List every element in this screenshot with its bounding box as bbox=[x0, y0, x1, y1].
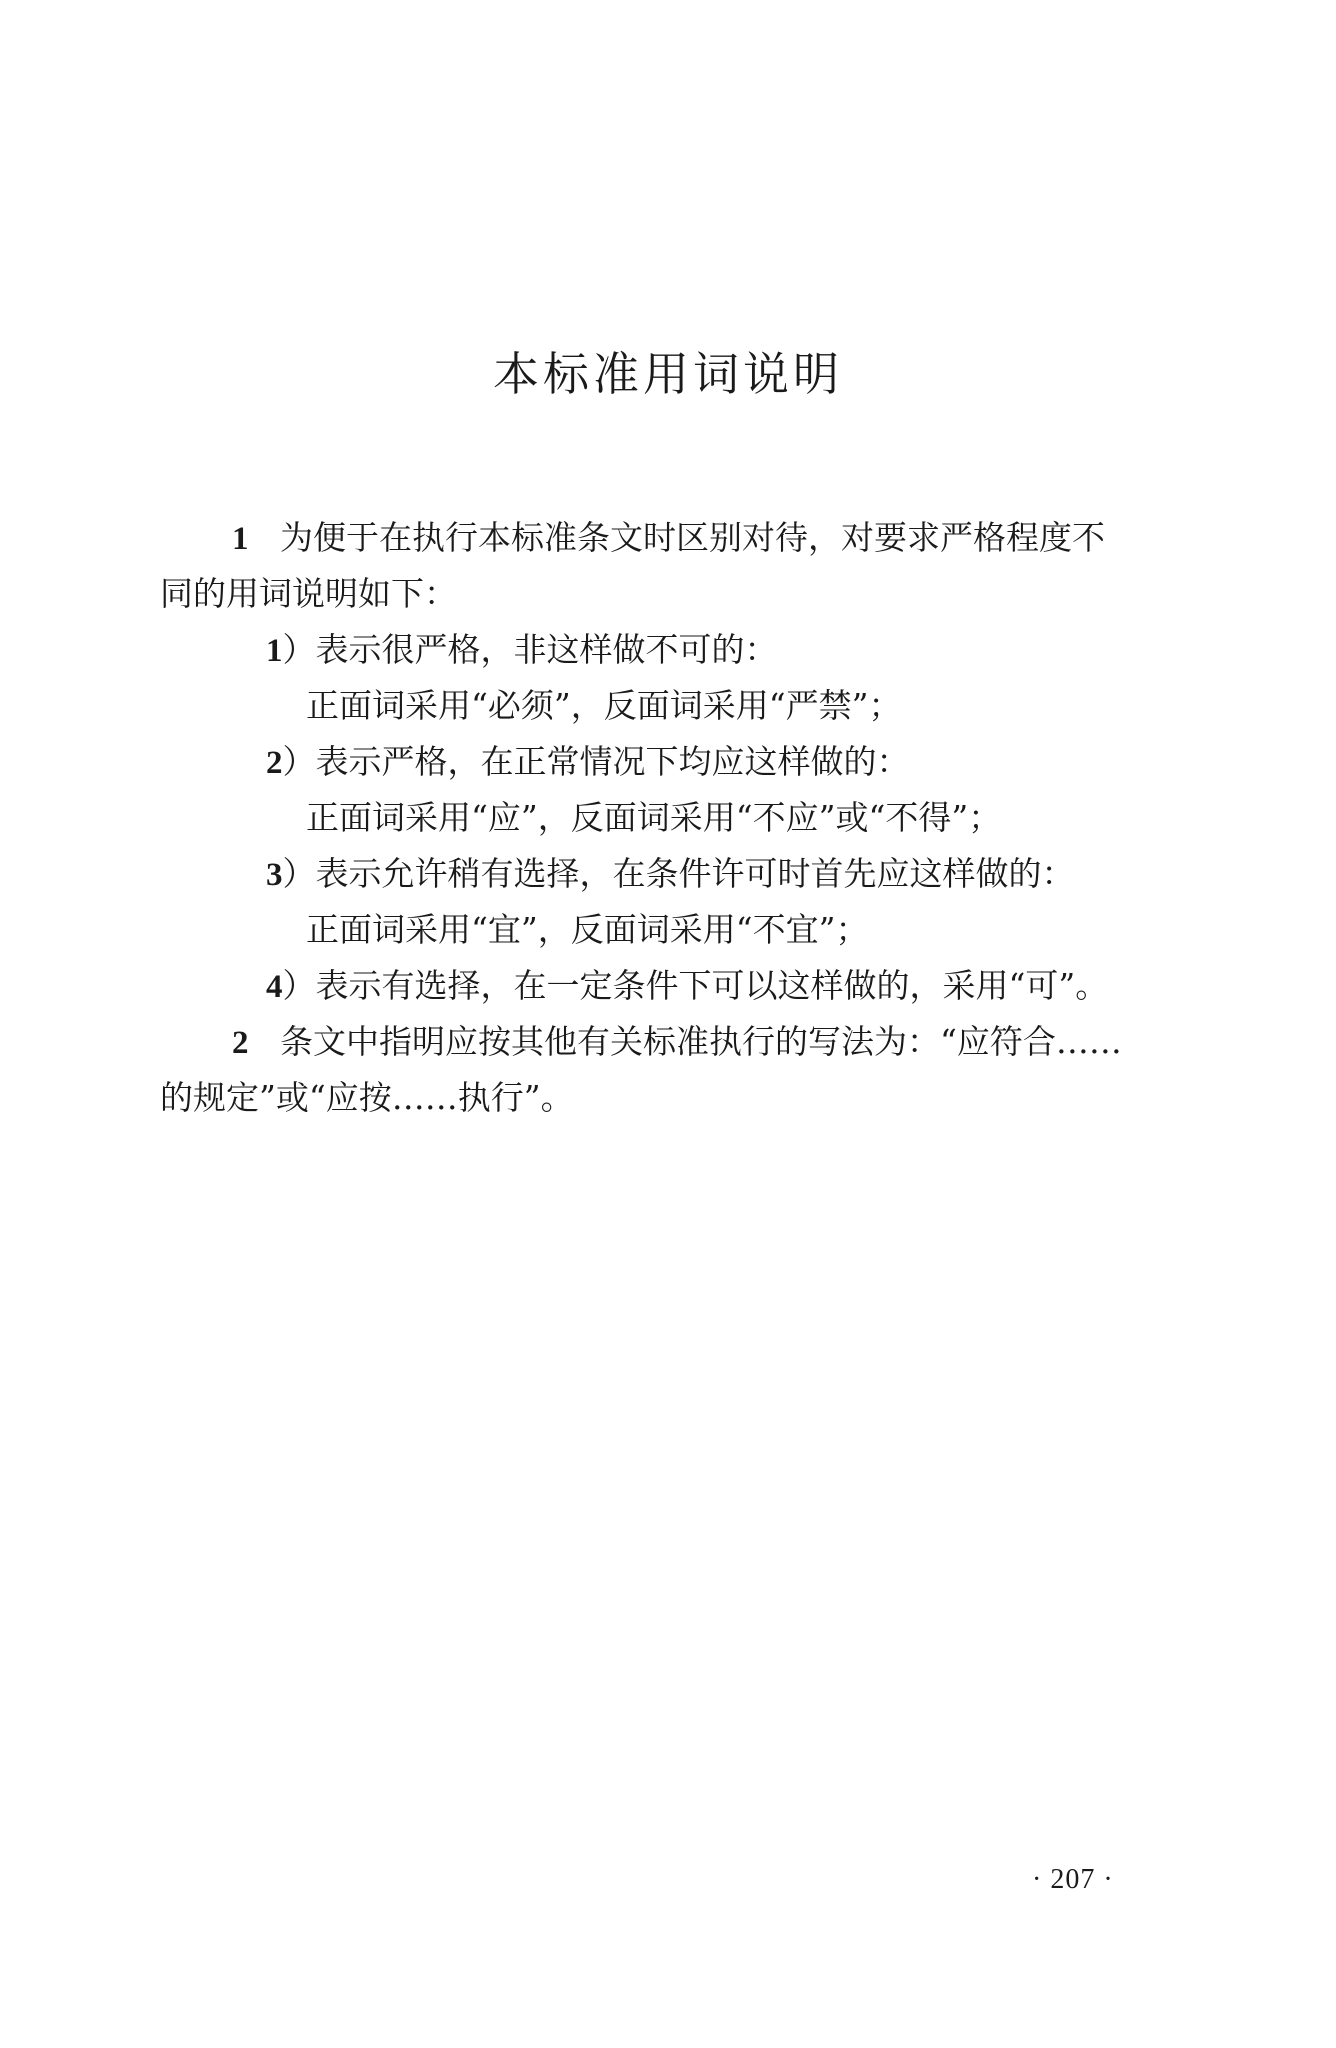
subitem-number: 1 bbox=[266, 633, 283, 669]
subitem-detail: 正面词采用“应”，反面词采用“不应”或“不得”； bbox=[306, 798, 1002, 837]
item-1-line-1 bbox=[160, 510, 1185, 566]
item-text: 条文中指明应按其他有关标准执行的写法为：“应符合…… bbox=[280, 1022, 1122, 1061]
item-1-line-2 bbox=[160, 566, 1185, 622]
subitem-detail: 正面词采用“宜”，反面词采用“不宜”； bbox=[306, 910, 869, 949]
body-text bbox=[160, 510, 1185, 1126]
item-2-line-2 bbox=[160, 1070, 1185, 1126]
subitem-1 bbox=[160, 622, 1185, 678]
page-number: · 207 · bbox=[1032, 1864, 1114, 1895]
item-text: 同的用词说明如下： bbox=[160, 574, 457, 613]
subitem-3 bbox=[160, 846, 1185, 902]
subitem-4 bbox=[160, 958, 1185, 1014]
subitem-2 bbox=[160, 734, 1185, 790]
subitem-detail: 正面词采用“必须”，反面词采用“严禁”； bbox=[306, 686, 902, 725]
item-2-line-1 bbox=[160, 1014, 1185, 1070]
subitem-text: ）表示很严格，非这样做不可的： bbox=[282, 630, 778, 669]
subitem-1-detail bbox=[160, 678, 1185, 734]
subitem-3-detail bbox=[160, 902, 1185, 958]
page-title: 本标准用词说明 bbox=[493, 347, 843, 401]
subitem-text: ）表示严格，在正常情况下均应这样做的： bbox=[282, 742, 910, 781]
subitem-number: 2 bbox=[266, 745, 283, 781]
subitem-number: 4 bbox=[266, 969, 283, 1005]
subitem-text: ）表示允许稍有选择，在条件许可时首先应这样做的： bbox=[282, 854, 1075, 893]
subitem-2-detail bbox=[160, 790, 1185, 846]
item-text: 的规定”或“应按……执行”。 bbox=[160, 1078, 574, 1117]
item-number: 2 bbox=[232, 1025, 249, 1061]
subitem-text: ）表示有选择，在一定条件下可以这样做的，采用“可”。 bbox=[282, 966, 1109, 1005]
subitem-number: 3 bbox=[266, 857, 283, 893]
item-number: 1 bbox=[232, 521, 249, 557]
item-text: 为便于在执行本标准条文时区别对待，对要求严格程度不 bbox=[280, 518, 1105, 557]
